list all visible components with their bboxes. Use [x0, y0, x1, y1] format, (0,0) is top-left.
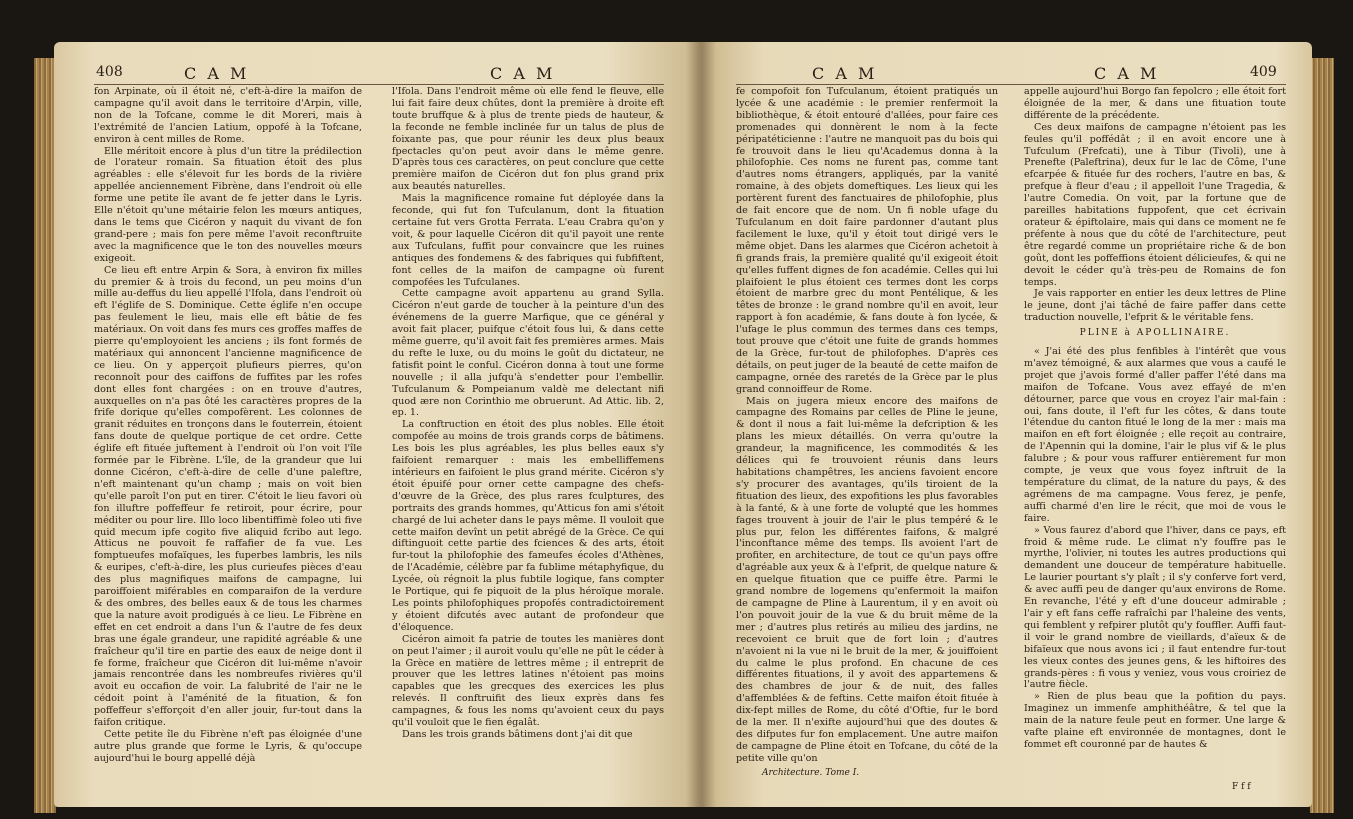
page-number-right: 409 [1250, 64, 1277, 80]
left-page [54, 42, 702, 807]
book-gutter [686, 42, 716, 807]
header-rule-left [94, 84, 664, 85]
paragraph: Ce lieu eft entre Arpin & Sora, à environ fix milles du premier & à trois du fecond, un peu moins d'un mille au-deffus du lieu appellé l'Ifola, dans l'endroit où eft l'églife de S. Dominique. Cette églife n'en occupe pas feulement le lieu, mais elle eft bâtie de fes matériaux. On voit dans fes murs ces groffes maffes de pierre qu'employoient les anciens ; ils font formés de matériaux qui annoncent l'ancienne magnificence de ce lieu. On y apperçoit plufieurs pierres, qu'on reconnoît pour des caiffons de fuffites par les rofes dont elles font chargées : on en trouve d'autres, auxquelles on n'a pas ôté les caractères propres de la frife dorique qu'elles compofèrent. Les colonnes de granit réduites en tronçons dans le fouterrein, étoient fans doute de quelque portique de cet ordre. Cette églife eft fituée juftement à l'endroit où l'on voit l'île formée par le Fibrène. L'île, de la grandeur que lui donne Cicéron, c'eft-à-dire de celle d'une paleftre, n'eft maintenant qu'un champ ; mais on voit bien qu'elle paroît l'on put en tirer. C'étoit le lieu favori où fon illuftre poffeffeur fe retiroit, pour écrire, pour méditer ou pour lire. Illo loco libentiffimè foleo uti five quid mecum ipfe cogito five aliquid fcribo aut lego. Atticus ne pouvoit fe raffafier de fa vue. Les fomptueufes mofaïques, les fuperbes lambris, les nils & euripes, c'eft-à-dire, les plus curieufes pièces d'eau des plus magnifiques maifons de campagne, lui paroiffoient miférables en comparaifon de la verdure & des ombres, des belles eaux & de tous les charmes que la nature avoit prodigués à ce lieu. Le Fibrène en effet en cet endroit a dans l'un & l'autre de fes deux bras une égale grandeur, une rapidité agréable & une fraîcheur qu'il tire en partie des eaux de neige dont il fe forme, fraîcheur que Cicéron dit lui-même n'avoir jamais rencontrée dans les nombreufes rivières qu'il avoit eu occafion de voir. La falubrité de l'air ne le cédoit point à l'aménité de la fituation, & fon poffeffeur s'efforçoit d'en aller jouir, fur-tout dans la faifon critique. [94, 264, 362, 729]
paragraph: Cette campagne avoit appartenu au grand Sylla. Cicéron n'eut garde de toucher à la peinture d'un des événemens de la guerre Marfique, que ce général y avoit fait placer, puifque c'étoit fous lui, & dans cette même guerre, qu'il avoit fait fes premières armes. Mais du refte le luxe, ou du moins le goût du dictateur, ne fatisfit point le conful. Cicéron donna à tout une forme nouvelle ; il alla jufqu'à s'endetter pour l'embellir. Tufculanum & Pompeianum valdè me delectant nifi quod ære non Corinthio me obruerunt. Ad Attic. lib. 2, ep. 1. [392, 288, 664, 419]
paragraph: Ces deux maifons de campagne n'étoient pas les feules qu'il poffédât ; il en avoit encore une à Tufculum (Frefcati), une à Tibur (Tivoli), une à Prenefte (Paleftrina), deux fur le lac de Côme, l'une efcarpée & fituée fur des rochers, l'autre en bas, & prefque à fleur d'eau ; il appelloit l'une Tragedia, & l'autre Comedia. On voit, par la fortune que de pareilles habitations fuppofent, que cet écrivain orateur & épiftolaire, mais qui dans ce moment ne fe préfente à nous que du côté de l'architecture, peut être regardé comme un propriétaire riche & de bon goût, dont les poffeffions étoient délicieufes, & qui ne devoit le céder qu'à très-peu de Romains de fon temps. [1024, 121, 1286, 288]
open-book [34, 28, 1334, 813]
running-header-left-1: C A M [184, 64, 250, 83]
left-page-column-1 [94, 86, 362, 765]
paragraph: » Vous faurez d'abord que l'hiver, dans ce pays, eft froid & même rude. Le climat n'y fouffre pas le myrthe, l'olivier, ni toutes les autres productions qui demandent une douceur de température habituelle. Le laurier pourtant s'y plaît ; il s'y conferve fort verd, & avec auffi peu de danger qu'aux environs de Rome. En revanche, l'été y eft d'une douceur admirable ; l'air y eft fans ceffe rafraîchi par l'haleine des vents, qui femblent y refpirer plutôt qu'y fouffler. Auffi faut-il voir le grand nombre de vieillards, d'aïeux & de bifaïeux que nous avons ici ; il faut entendre fur-tout les vieux contes des jeunes gens, & les hiftoires des grands-pères : fi vous y veniez, vous vous croiriez de l'autre fiècle. [1024, 524, 1286, 691]
paragraph: l'Ifola. Dans l'endroit même où elle fend le fleuve, elle lui fait faire deux chûtes, dont la première à droite eft toute bruffque & à plus de trente pieds de hauteur, & la feconde ne femble inclinée fur un talus de plus de foixante pas, que pour réunir les deux plus beaux fpectacles qu'on peut avoir dans le même genre. D'après tous ces caractères, on peut conclure que cette première maifon de Cicéron dut fon plus grand prix aux beautés naturelles. [392, 86, 664, 193]
signature-mark: F f f [1232, 782, 1251, 792]
footer-volume-label: Architecture. Tome I. [762, 768, 860, 778]
right-page [702, 42, 1312, 807]
paragraph: Dans les trois grands bâtimens dont j'ai dit que [402, 728, 633, 740]
running-header-right-1: C A M [812, 64, 878, 83]
paragraph: Je vais rapporter en entier les deux lettres de Pline le jeune, dont j'ai tâché de faire paffer dans cette traduction nouvelle, l'efprit & le véritable fens. [1024, 288, 1286, 324]
paragraph: Mais la magnificence romaine fut déployée dans la feconde, qui fut fon Tufculanum, dont la fituation certaine fut vers Grotta Ferrata. L'eau Crabra qu'on y voit, & pour laquelle Cicéron dit qu'il payoit une rente aux Tufculans, fuffit pour convaincre que les ruines antiques des fondemens & des fabriques qui fubfiftent, font celles de la maifon de campagne où furent compofées les Tufculanes. [392, 193, 664, 288]
paragraph: appelle aujourd'hui Borgo fan fepolcro ; elle étoit fort éloignée de la mer, & dans une fituation toute différente de la précédente. [1024, 86, 1286, 121]
right-page-column-1 [736, 86, 998, 764]
letter-heading: PLINE à APOLLINAIRE. [1079, 328, 1231, 339]
paragraph: « J'ai été des plus fenfibles à l'intérêt que vous m'avez témoigné, & aux alarmes que vous a caufé le projet que j'avois formé d'aller paffer l'été dans ma maifon de Tofcane. Vous avez effayé de m'en détourner, parce que vous en croyez l'air mal-fain : oui, fans doute, il l'eft fur les côtes, & dans toute l'étendue du canton fitué le long de la mer : mais ma maifon en eft fort éloignée ; elle reçoit au contraire, de l'Apennin qui la domine, l'air le plus vif & le plus falubre ; & pour vous raffurer entièrement fur mon compte, je veux que vous foyez inftruit de la température du climat, de la nature du pays, & des agrémens de ma campagne. Vous ferez, je penfe, auffi charmé d'en lire le récit, que moi de vous le faire. [1024, 346, 1286, 524]
book-edge-right [1310, 58, 1334, 813]
paragraph: La conftruction en étoit des plus nobles. Elle étoit compofée au moins de trois grands corps de bâtimens. Les bois les plus agréables, les plus belles eaux s'y faifoient remarquer : mais les embelliffemens intérieurs en faifoient le plus grand mérite. Cicéron s'y étoit épuifé pour orner cette campagne des chefs-d'œuvre de la Grèce, des plus rares fculptures, des portraits des grands hommes, qu'Atticus fon ami s'étoit chargé de lui acheter dans le pays même. Il vouloit que cette maifon devînt un petit abrégé de la Grèce. Ce qui diftinguoit cette partie des fciences & des arts, étoit fur-tout la philofophie des fameufes écoles d'Athènes, de l'Académie, célèbre par fa fublime métaphyfique, du Lycée, où régnoit la plus fubtile logique, fans compter le Portique, qui fe piquoit de la plus héroïque morale. Les points philofophiques propofés contradictoirement y étoient difcutés avec autant de profondeur que d'éloquence. [392, 419, 664, 633]
paragraph: fe compofoit fon Tufculanum, étoient pratiqués un lycée & une académie : le premier renfermoit la bibliothèque, & étoit entouré d'allées, pour faire ces promenades qui donnèrent le nom à la fecte péripatéticienne : l'autre ne manquoit pas du bois qui fe trouvoit dans le lieu qu'Academus donna à la philofophie. Ces noms ne furent pas, comme tant d'autres noms étrangers, appliqués, par la vanité romaine, à des objets domeftiques. Les lieux qui les portèrent furent des fanctuaires de philofophie, plus de fait encore que de nom. Un fi noble ufage du Tufculanum en doit faire pardonner d'autant plus facilement le luxe, qu'il y étoit tout dirigé vers le même objet. Dans les alarmes que Cicéron achetoit à fi grands frais, la première qualité qu'il exigeoit étoit qu'elles fuffent dignes de fon académie. Celles qui lui plaifoient le plus étoient ces termes dont les corps étoient de marbre grec du mont Pentélique, & les têtes de bronze : le grand nombre qu'il en avoit, leur rapport à fon académie, & fans doute à fon lycée, & l'ufage le plus commun des termes dans ces temps, tout prouve que c'étoit une fuite de grands hommes de la Grèce, fur-tout de philofophes. D'après ces détails, on peut juger de la beauté de cette maifon de campagne, ornée des raretés de la Grèce par le plus grand connoiffeur de Rome. [736, 86, 998, 395]
paragraph: Mais on jugera mieux encore des maifons de campagne des Romains par celles de Pline le jeune, & dont il nous a fait lui-même la defcription & les plans les mieux détaillés. On verra qu'outre la grandeur, la magnificence, les commodités & les délices qui fe trouvoient réunis dans leurs habitations champêtres, les anciens favoient encore s'y procurer des avantages, qu'ils tiroient de la fituation des lieux, des expofitions les plus favorables à la fanté, & à une forte de volupté que les hommes fages trouvent à jouir de l'air le plus tempéré & le plus pur, felon les différentes faifons, & malgré l'inconftance même des temps. Ils avoient l'art de profiter, en architecture, de tout ce qu'un pays offre d'agréable aux yeux & à l'efprit, de quelque nature & en quelque fituation que ce puiffe être. Parmi le grand nombre de logemens qu'enfermoit la maifon de campagne de Pline à Laurentum, il y en avoit où l'on pouvoit jouir de la vue & du bruit même de la mer ; d'autres plus retirés au milieu des jardins, ne recevoient ce bruit que de fort loin ; d'autres n'avoient ni la vue ni le bruit de la mer, & jouiffoient du calme le plus profond. En chacune de ces différentes fituations, il y avoit des appartemens & des chambres de jour & de nuit, des falles d'affemblées & de feftins. Cette maifon étoit fituée à dix-fept milles de Rome, du côté d'Oftie, fur le bord de la mer. Il n'exifte aujourd'hui que des doutes & des difputes fur fon emplacement. Une autre maifon de campagne de Pline étoit en Tofcane, du côté de la petite ville qu'on [736, 395, 998, 764]
header-rule-right [736, 84, 1286, 85]
page-number-left: 408 [96, 64, 123, 80]
running-header-right-2: C A M [1094, 64, 1160, 83]
paragraph: fon Arpinate, où il étoit né, c'eft-à-dire la maifon de campagne qu'il avoit dans le territoire d'Arpin, ville, non de la Tofcane, comme le dit Moreri, mais à l'extrémité de l'ancien Latium, oppofé à la Tofcane, environ à cent milles de Rome. [94, 86, 362, 145]
paragraph: » Rien de plus beau que la pofition du pays. Imaginez un immenfe amphithéâtre, & tel que la main de la nature feule peut en former. Une large & vafte plaine eft environnée de montagnes, dont le fommet eft couronné par de hautes & [1024, 691, 1286, 750]
paragraph: Elle méritoit encore à plus d'un titre la prédilection de l'orateur romain. Sa fituation étoit des plus agréables : elle s'élevoit fur les bords de la rivière appellée anciennement Fibrène, dans l'endroit où elle forme une petite île avant de fe jetter dans le Lyris. Elle n'étoit qu'une métairie felon les mœurs antiques, dans le tems que Cicéron y naquit du vivant de fon grand-pere ; mais fon pere même l'avoit reconftruite avec la magnificence que le ton des nouvelles mœurs exigeoit. [94, 145, 362, 264]
paragraph: Cette petite île du Fibrène n'eft pas éloignée d'une autre plus grande que forme le Lyris, & qu'occupe aujourd'hui le bourg appellé déjà [94, 728, 362, 764]
left-page-column-2 [392, 86, 664, 741]
book-edge-left [34, 58, 56, 813]
running-header-left-2: C A M [490, 64, 556, 83]
right-page-column-2 [1024, 86, 1286, 776]
paragraph: Cicéron aimoit fa patrie de toutes les manières dont on peut l'aimer ; il auroit voulu qu'elle ne pût le céder à la Grèce en matière de lettres même ; il entreprit de prouver que les lettres latines n'étoient pas moins capables que les grecques des exercices les plus relevés. Il conftruifit des lieux exprès dans fes campagnes, & fous les noms qu'avoient ceux du pays qu'il vouloit que le fien égalât. [392, 633, 664, 729]
